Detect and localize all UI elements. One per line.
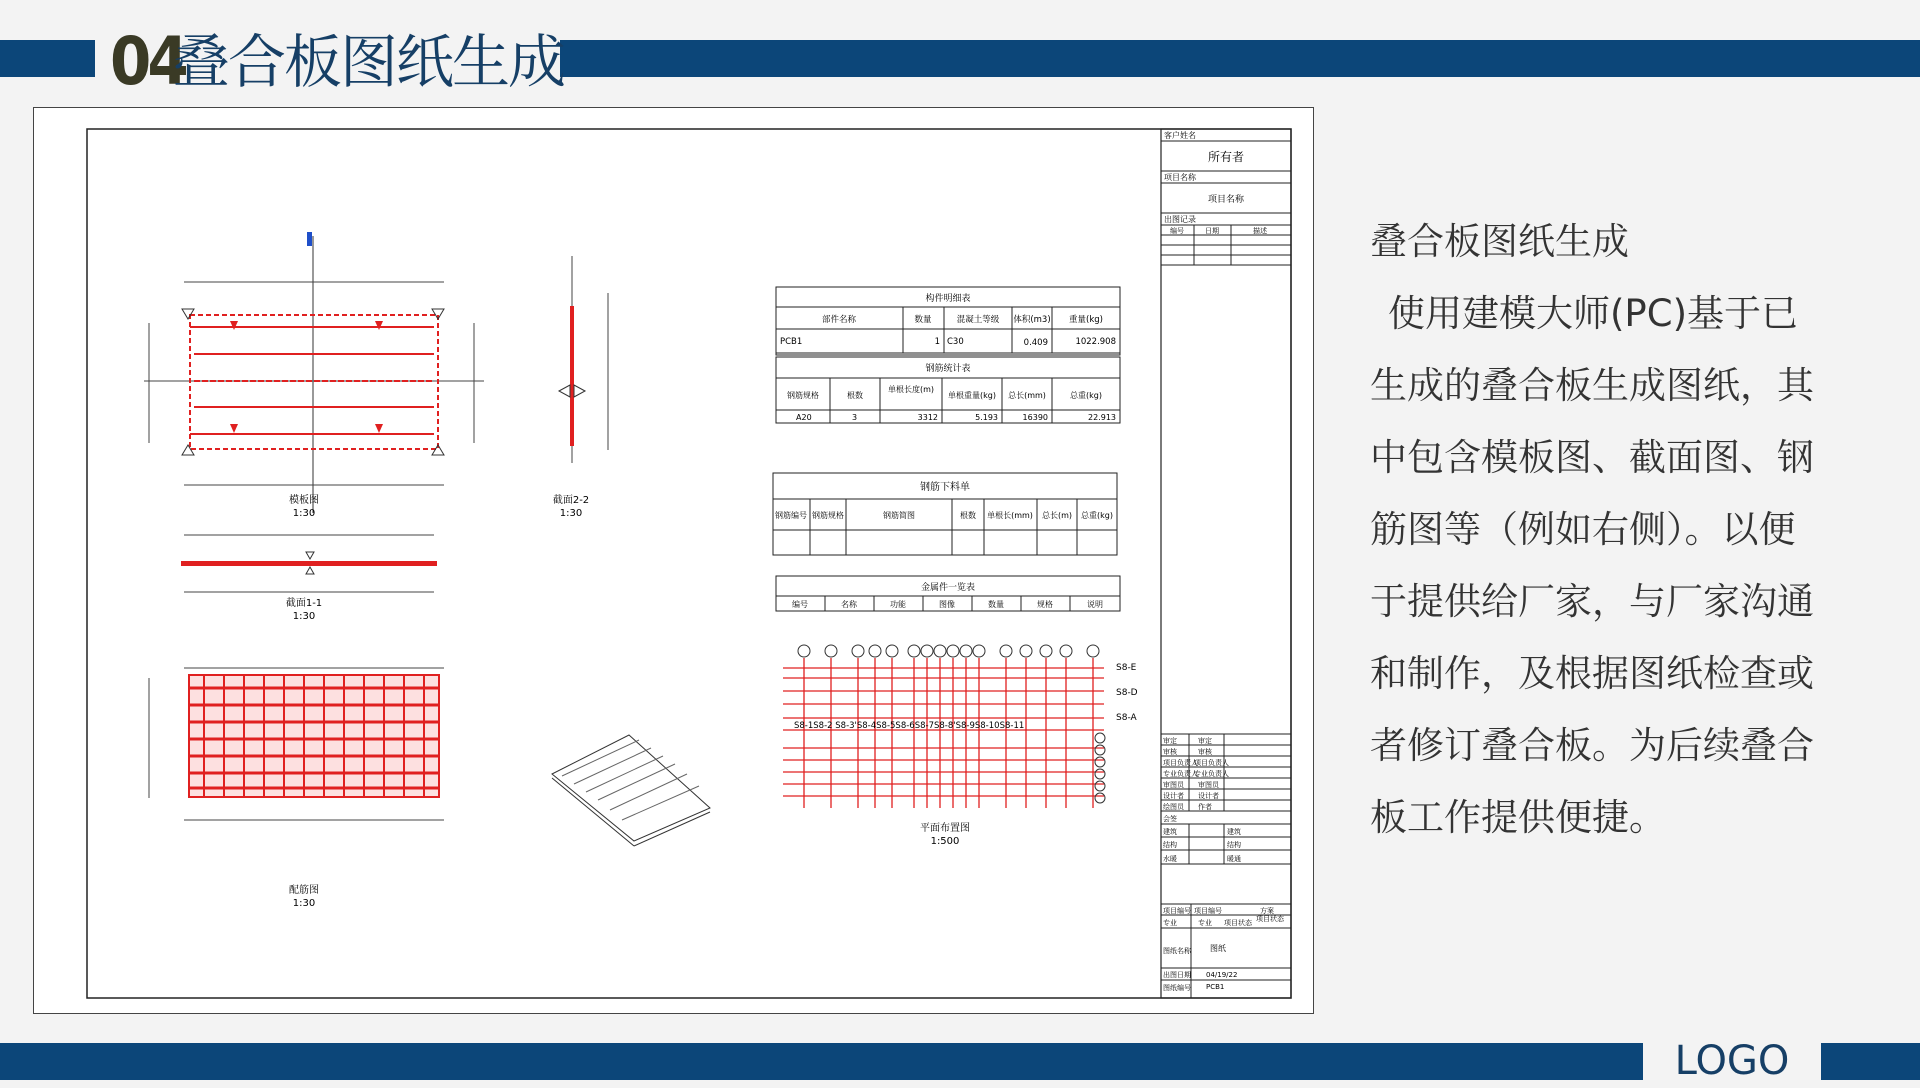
plan-strip-label: S8-1S8-2 S8-3'S8-4S8-5S8-6S8-7S8-8'S8-9S8-10S8-11 — [794, 721, 1025, 731]
embed-header-note: 说明 — [1087, 600, 1103, 609]
embed-header-image: 图像 — [939, 600, 955, 609]
plan-row-label-d: S8-D — [1116, 688, 1138, 698]
embed-header-name: 名称 — [841, 600, 857, 609]
slide-number: 04 — [110, 23, 185, 100]
embed-header-no: 编号 — [792, 600, 808, 609]
component-header-name: 部件名称 — [821, 315, 857, 325]
sign-label: 会签 — [1163, 815, 1177, 823]
rebar-cut-header-spec: 钢筋规格 — [812, 511, 844, 520]
section11-label: 截面1-1 — [285, 598, 323, 609]
description-paragraph: 使用建模大师(PC)基于已生成的叠合板生成图纸，其中包含模板图、截面图、钢筋图等（例如右侧）。以便于提供给厂家，与厂家沟通和制作，及根据图纸检查或者修订叠合板。为后续叠合板工作提供便捷。 — [1370, 292, 1814, 839]
drawing-name-value: 图纸 — [1210, 944, 1226, 953]
title-block-rev-desc: 描述 — [1253, 227, 1267, 235]
title-block-client-value: 所有者 — [1207, 150, 1245, 164]
section22-label: 截面2-2 — [552, 495, 590, 506]
role-1-label: 审定 — [1163, 737, 1177, 745]
title-block-rev-no: 编号 — [1170, 227, 1184, 235]
project-no-label: 项目编号 — [1163, 907, 1191, 915]
rebar-view-scale: 1:30 — [292, 898, 316, 909]
plan-row-label-e: S8-E — [1116, 663, 1137, 673]
rebar-stats-title: 钢筋统计表 — [925, 364, 971, 374]
drawing-name-label: 图纸名称 — [1163, 947, 1191, 955]
rebar-stats-cell-length: 3312 — [917, 413, 938, 422]
template-view-label: 模板图 — [289, 495, 319, 506]
section11-view — [181, 535, 437, 622]
role-3-value: 项目负责人 — [1194, 759, 1229, 767]
embed-header-qty: 数量 — [988, 600, 1004, 609]
section22-scale: 1:30 — [559, 508, 583, 519]
rebar-cut-header-count: 根数 — [960, 511, 976, 520]
title-block-project-value: 项目名称 — [1207, 195, 1245, 205]
rebar-stats-header-spec: 钢筋规格 — [787, 391, 819, 400]
footer-band — [0, 1043, 1920, 1080]
rebar-cut-header-length: 单根长(mm) — [987, 511, 1033, 520]
date-value: 04/19/22 — [1206, 971, 1238, 979]
rebar-view-label: 配筋图 — [289, 885, 319, 896]
role-4-label: 专业负责人 — [1163, 770, 1198, 778]
component-table-title: 构件明细表 — [925, 294, 971, 304]
sign-1-label: 建筑 — [1163, 828, 1177, 836]
description-panel — [1370, 206, 1830, 854]
component-header-volume: 体积(m3) — [1013, 315, 1051, 325]
title-block — [1161, 129, 1291, 998]
rebar-cut-title: 钢筋下料单 — [920, 482, 970, 493]
plan-layout-view — [783, 645, 1138, 847]
embed-header-function: 功能 — [890, 600, 906, 609]
title-block-revision-label: 出图记录 — [1164, 215, 1196, 224]
rebar-stats-header-totallength: 总长(mm) — [1008, 391, 1046, 400]
cad-drawing — [34, 108, 1313, 1013]
description-heading: 叠合板图纸生成 — [1370, 220, 1629, 263]
rebar-stats-header-totalweight: 总重(kg) — [1070, 391, 1102, 400]
phase-label: 方案 — [1260, 907, 1274, 915]
rebar-cut-table — [773, 473, 1117, 555]
drawing-no-value: PCB1 — [1206, 983, 1225, 991]
rebar-cut-header-weight: 总重(kg) — [1081, 511, 1113, 520]
rebar-cut-header-total: 总长(m) — [1041, 511, 1073, 520]
embed-table-title: 金属件一览表 — [920, 583, 976, 593]
plan-row-label-a: S8-A — [1116, 713, 1137, 723]
component-header-grade: 混凝土等级 — [956, 315, 1000, 325]
role-3-label: 项目负责人 — [1163, 759, 1198, 767]
date-label: 出图日期 — [1163, 971, 1191, 979]
component-cell-grade: C30 — [947, 337, 964, 347]
cad-drawing-sheet — [33, 107, 1314, 1014]
title-block-client-label: 客户姓名 — [1164, 131, 1196, 140]
sign-2-value: 结构 — [1227, 841, 1241, 849]
project-no-value: 项目编号 — [1194, 907, 1222, 915]
component-cell-volume: 0.409 — [1023, 338, 1048, 348]
slide-title: 叠合板图纸生成 — [172, 28, 565, 96]
rebar-cut-header-sketch: 钢筋简图 — [883, 511, 915, 520]
role-2-label: 审核 — [1163, 748, 1177, 756]
specialty-value: 专业 — [1198, 919, 1212, 927]
rebar-stats-header-length: 单根长度(m) — [887, 385, 935, 394]
status-label: 项目状态 — [1224, 919, 1252, 927]
rebar-stats-cell-spec: A20 — [796, 413, 812, 422]
rebar-view — [149, 668, 444, 909]
role-7-label: 绘图员 — [1163, 803, 1184, 811]
rebar-cut-header-no: 钢筋编号 — [775, 511, 807, 520]
role-7-value: 作者 — [1198, 803, 1212, 811]
rebar-stats-cell-totallength: 16390 — [1022, 413, 1048, 422]
sign-3-label: 水暖 — [1163, 855, 1177, 863]
component-cell-qty: 1 — [934, 337, 940, 347]
component-cell-name: PCB1 — [780, 337, 803, 347]
rebar-stats-cell-unitweight: 5.193 — [975, 413, 998, 422]
role-2-value: 审核 — [1198, 748, 1212, 756]
template-view — [144, 232, 484, 519]
role-5-label: 审图员 — [1163, 781, 1184, 789]
embed-table — [776, 576, 1120, 611]
role-6-value: 设计者 — [1198, 792, 1219, 800]
specialty-label: 专业 — [1163, 919, 1177, 927]
rebar-stats-header-count: 根数 — [847, 391, 863, 400]
title-block-rev-date: 日期 — [1205, 227, 1219, 235]
iso-3d-view — [552, 735, 710, 846]
component-cell-weight: 1022.908 — [1075, 337, 1116, 347]
drawing-no-label: 图纸编号 — [1163, 984, 1191, 992]
rebar-stats-table — [776, 357, 1120, 423]
component-header-weight: 重量(kg) — [1069, 315, 1103, 325]
role-5-value: 审图员 — [1198, 781, 1219, 789]
component-table — [776, 287, 1120, 355]
rebar-stats-header-unitweight: 单根重量(kg) — [948, 391, 996, 400]
role-6-label: 设计者 — [1163, 792, 1184, 800]
plan-view-label: 平面布置图 — [920, 823, 970, 834]
template-view-scale: 1:30 — [292, 508, 316, 519]
role-1-value: 审定 — [1198, 737, 1212, 745]
embed-header-spec: 规格 — [1037, 600, 1053, 609]
component-header-qty: 数量 — [914, 315, 932, 325]
rebar-stats-cell-count: 3 — [852, 413, 858, 422]
title-block-project-label: 项目名称 — [1164, 173, 1196, 182]
plan-view-scale: 1:500 — [930, 836, 960, 847]
logo: LOGO — [1674, 1038, 1790, 1084]
sign-3-value: 暖通 — [1227, 855, 1241, 863]
status-value: 项目状态 — [1256, 915, 1284, 923]
role-4-value: 专业负责人 — [1194, 770, 1229, 778]
sign-1-value: 建筑 — [1227, 828, 1241, 836]
section22-view — [553, 256, 608, 519]
section11-scale: 1:30 — [292, 611, 316, 622]
rebar-stats-cell-totalweight: 22.913 — [1088, 413, 1116, 422]
sign-2-label: 结构 — [1163, 841, 1177, 849]
